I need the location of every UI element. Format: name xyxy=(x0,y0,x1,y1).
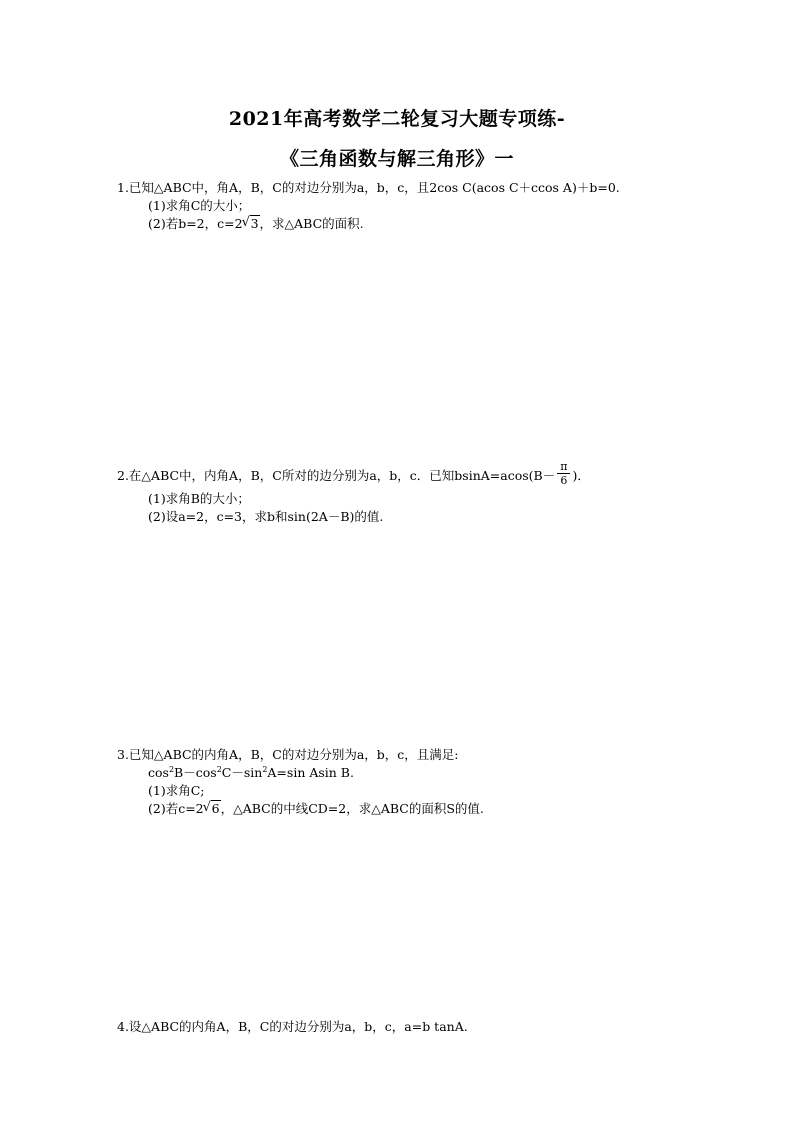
question-2-stem-tail: )． xyxy=(572,468,590,483)
eq-part: C－sin xyxy=(221,765,263,780)
question-2-stem-text: 2.在△ABC中，内角A，B，C所对的边分别为a，b，c．已知bsinA=acos(B－ xyxy=(117,468,556,483)
question-1-part-2-text: (2)若b=2，c=2 xyxy=(148,216,243,231)
question-1-part-1: (1)求角C的大小； xyxy=(148,198,251,213)
fraction-pi-over-6 xyxy=(557,460,570,487)
sqrt-symbol xyxy=(204,800,221,818)
question-2-part-2: (2)设a=2，c=3，求b和sin(2A－B)的值. xyxy=(148,509,384,524)
eq-part: cos xyxy=(148,765,169,780)
exponent: 2 xyxy=(262,764,268,774)
fraction-denominator: 6 xyxy=(557,473,570,487)
question-4-stem: 4.设△ABC的内角A，B，C的对边分别为a，b，c，a=b tanA. xyxy=(117,1019,468,1034)
radicand: 3 xyxy=(250,216,259,231)
question-3-part-2-text: (2)若c=2 xyxy=(148,801,204,816)
question-3-part-2-tail: ，△ABC的中线CD=2，求△ABC的面积S的值. xyxy=(220,801,484,816)
question-2-part-1: (1)求角B的大小； xyxy=(148,491,250,506)
eq-part: A=sin Asin B. xyxy=(267,765,354,780)
question-3-stem: 3.已知△ABC的内角A，B，C的对边分别为a，b，c，且满足: xyxy=(117,747,459,762)
fraction-numerator: π xyxy=(560,460,568,473)
exponent: 2 xyxy=(216,764,222,774)
exponent: 2 xyxy=(168,764,175,774)
question-3-part-1: (1)求角C; xyxy=(148,783,205,798)
question-2-stem xyxy=(117,460,590,490)
document-subtitle: 《三角函数与解三角形》一 xyxy=(279,148,514,170)
question-3-equation xyxy=(117,764,354,782)
radicand: 6 xyxy=(211,801,220,816)
eq-part: B－cos xyxy=(174,765,217,780)
question-3-part-2 xyxy=(117,800,484,818)
sqrt-symbol xyxy=(243,215,260,233)
question-1-part-2-tail: ，求△ABC的面积. xyxy=(259,216,364,231)
document-title: 2021年高考数学二轮复习大题专项练- xyxy=(228,108,566,130)
question-1-part-2 xyxy=(117,215,364,233)
question-1-stem: 1.已知△ABC中，角A，B，C的对边分别为a，b，c，且2cos C(acos C＋ccos A)＋b=0. xyxy=(117,180,620,195)
